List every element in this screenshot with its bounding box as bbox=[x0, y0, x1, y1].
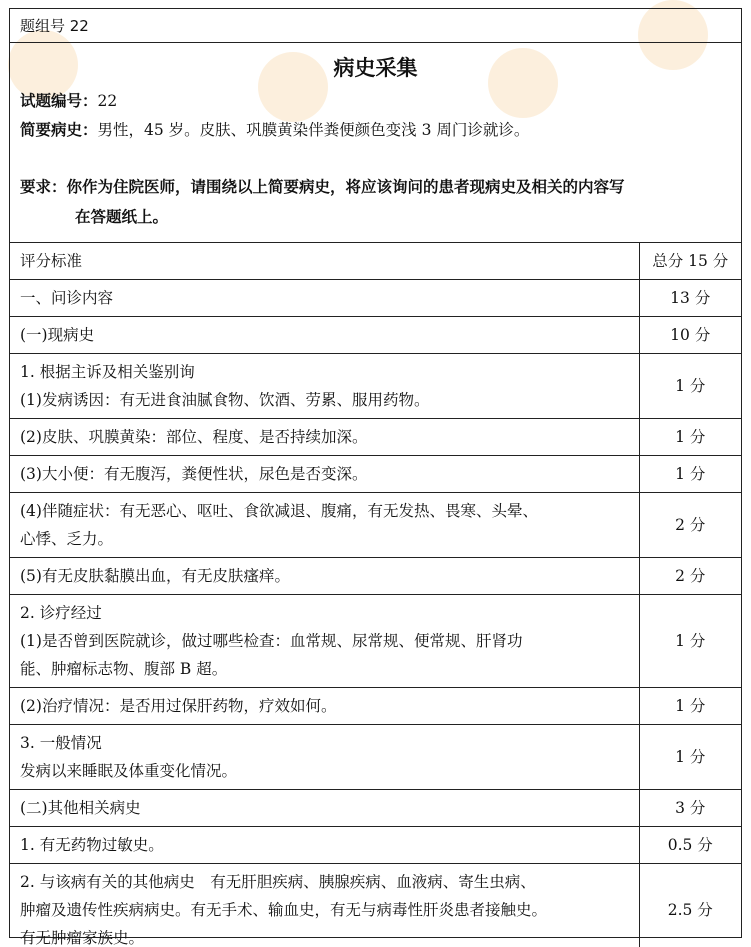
requirement-line: 要求：你作为住院医师，请围绕以上简要病史，将应该询问的患者现病史及相关的内容写 bbox=[20, 178, 625, 196]
requirement-line: 在答题纸上。 bbox=[75, 208, 169, 226]
criteria-line: (3)大小便：有无腹泻，粪便性状，尿色是否变深。 bbox=[20, 465, 368, 483]
criteria-cell bbox=[10, 493, 639, 558]
requirement bbox=[10, 172, 741, 242]
criteria-cell bbox=[10, 317, 639, 354]
score-cell: 2 分 bbox=[639, 493, 741, 558]
table-row bbox=[10, 280, 741, 317]
brief-history: 男性，45 岁。皮肤、巩膜黄染伴粪便颜色变浅 3 周门诊就诊。 bbox=[97, 121, 530, 139]
table-row bbox=[10, 790, 741, 827]
score-cell: 1 分 bbox=[639, 354, 741, 419]
question-number-label: 试题编号： bbox=[20, 92, 98, 110]
table-row bbox=[10, 419, 741, 456]
criteria-line: 心悸、乏力。 bbox=[20, 530, 114, 548]
table-row bbox=[10, 558, 741, 595]
criteria-line: (2)皮肤、巩膜黄染：部位、程度、是否持续加深。 bbox=[20, 428, 368, 446]
scoring-table bbox=[10, 243, 741, 947]
score-cell: 2 分 bbox=[639, 558, 741, 595]
criteria-cell bbox=[10, 725, 639, 790]
criteria-line: (5)有无皮肤黏膜出血，有无皮肤瘙痒。 bbox=[20, 567, 290, 585]
criteria-cell bbox=[10, 419, 639, 456]
score-cell: 13 分 bbox=[639, 280, 741, 317]
criteria-line: (2)治疗情况：是否用过保肝药物，疗效如何。 bbox=[20, 697, 337, 715]
question-number: 22 bbox=[97, 92, 118, 110]
table-row bbox=[10, 725, 741, 790]
criteria-cell bbox=[10, 790, 639, 827]
group-number: 题组号 22 bbox=[10, 9, 741, 43]
table-row bbox=[10, 493, 741, 558]
criteria-line: (一)现病史 bbox=[20, 326, 95, 344]
score-cell: 1 分 bbox=[639, 456, 741, 493]
criteria-cell bbox=[10, 558, 639, 595]
criteria-cell bbox=[10, 688, 639, 725]
criteria-line: 能、肿瘤标志物、腹部 B 超。 bbox=[20, 660, 228, 678]
question-header bbox=[10, 9, 741, 243]
criteria-line: 1. 根据主诉及相关鉴别询 bbox=[20, 363, 195, 381]
brief-history-line bbox=[10, 116, 741, 145]
criteria-line: (1)发病诱因：有无进食油腻食物、饮酒、劳累、服用药物。 bbox=[20, 391, 430, 409]
criteria-line: (1)是否曾到医院就诊，做过哪些检查：血常规、尿常规、便常规、肝肾功 bbox=[20, 632, 523, 650]
table-row bbox=[10, 688, 741, 725]
table-row bbox=[10, 595, 741, 688]
table-row bbox=[10, 456, 741, 493]
criteria-cell bbox=[10, 827, 639, 864]
table-row bbox=[10, 317, 741, 354]
criteria-cell bbox=[10, 864, 639, 947]
page-title: 病史采集 bbox=[333, 56, 418, 80]
criteria-cell bbox=[10, 243, 639, 280]
score-cell: 10 分 bbox=[639, 317, 741, 354]
criteria-line: 1. 有无药物过敏史。 bbox=[20, 836, 164, 854]
score-cell: 0.5 分 bbox=[639, 827, 741, 864]
criteria-cell bbox=[10, 456, 639, 493]
criteria-line: 一、问诊内容 bbox=[20, 289, 114, 307]
brief-history-label: 简要病史： bbox=[20, 121, 98, 139]
criteria-line: 发病以来睡眠及体重变化情况。 bbox=[20, 762, 238, 780]
table-row bbox=[10, 827, 741, 864]
score-cell: 2.5 分 bbox=[639, 864, 741, 947]
question-number-line bbox=[10, 87, 741, 116]
criteria-line: 肿瘤及遗传性疾病病史。有无手术、输血史，有无与病毒性肝炎患者接触史。 bbox=[20, 901, 548, 919]
criteria-cell bbox=[10, 595, 639, 688]
exam-sheet bbox=[9, 8, 742, 947]
table-row bbox=[10, 243, 741, 280]
table-row bbox=[10, 864, 741, 947]
criteria-line: 3. 一般情况 bbox=[20, 734, 102, 752]
criteria-line: 有无肿瘤家族史。 bbox=[20, 929, 145, 947]
criteria-line: (4)伴随症状：有无恶心、呕吐、食欲减退、腹痛，有无发热、畏寒、头晕、 bbox=[20, 502, 538, 520]
score-cell: 1 分 bbox=[639, 688, 741, 725]
table-row bbox=[10, 354, 741, 419]
criteria-cell bbox=[10, 354, 639, 419]
score-cell: 1 分 bbox=[639, 419, 741, 456]
score-cell: 1 分 bbox=[639, 595, 741, 688]
criteria-line: (二)其他相关病史 bbox=[20, 799, 141, 817]
criteria-line: 2. 诊疗经过 bbox=[20, 604, 102, 622]
criteria-line: 评分标准 bbox=[20, 252, 83, 270]
score-cell: 3 分 bbox=[639, 790, 741, 827]
score-cell: 总分 15 分 bbox=[639, 243, 741, 280]
score-cell: 1 分 bbox=[639, 725, 741, 790]
criteria-cell bbox=[10, 280, 639, 317]
criteria-line: 2. 与该病有关的其他病史 有无肝胆疾病、胰腺疾病、血液病、寄生虫病、 bbox=[20, 873, 536, 891]
